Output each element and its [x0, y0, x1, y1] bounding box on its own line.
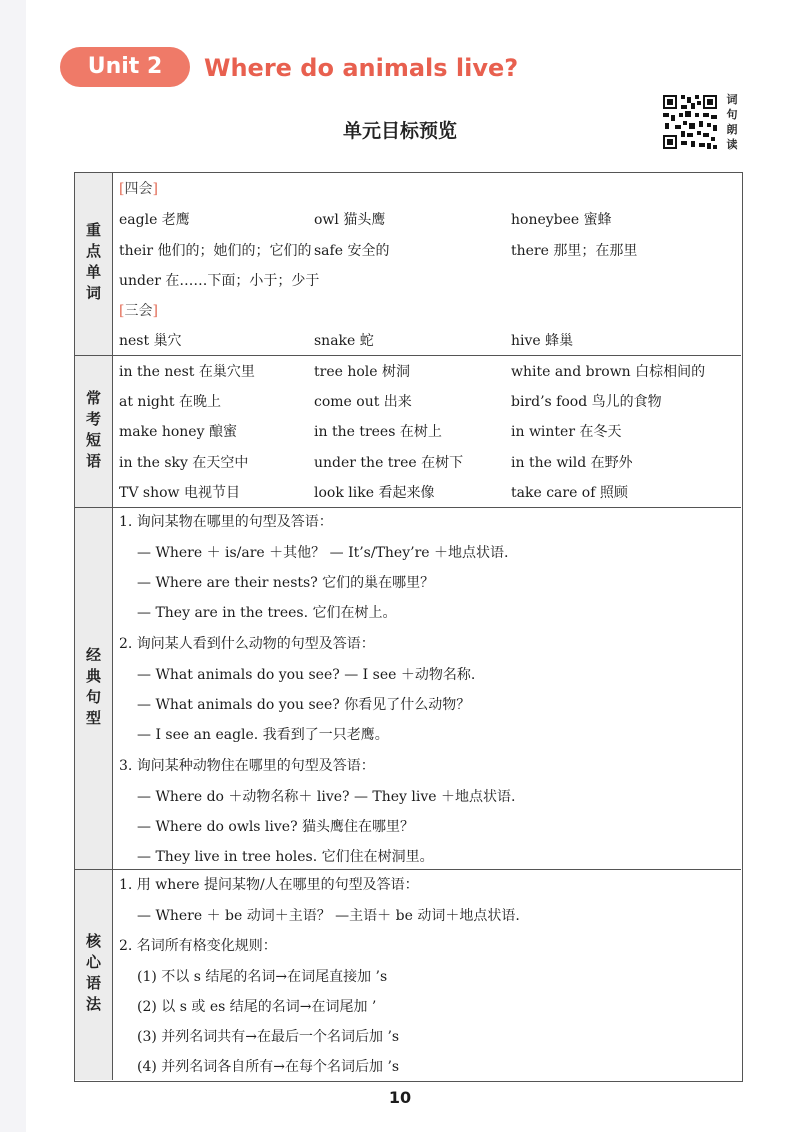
- phrase: in the trees 在树上: [314, 424, 442, 440]
- phrase: TV show 电视节目: [119, 485, 240, 501]
- grammar-heading: 2. 名词所有格变化规则：: [119, 938, 277, 954]
- sentence-line: — Where do ＋动物名称＋ live? — They live ＋地点状语.: [137, 789, 516, 805]
- sentence-heading: 1. 询问某物在哪里的句型及答语：: [119, 514, 333, 530]
- vocab-word: hive 蜂巢: [511, 333, 574, 349]
- sentence-line: — What animals do you see? — I see ＋动物名称.: [137, 667, 476, 683]
- phrase: in the nest 在巢穴里: [119, 364, 255, 380]
- tag-four-skills: [四会]: [119, 181, 158, 197]
- unit-title: Where do animals live?: [204, 54, 519, 82]
- vocab-word: there 那里；在那里: [511, 243, 638, 259]
- vocab-word: under 在……下面；小于；少于: [119, 273, 320, 289]
- phrase: tree hole 树洞: [314, 364, 410, 380]
- sentence-heading: 3. 询问某种动物住在哪里的句型及答语：: [119, 758, 375, 774]
- grammar-heading: 1. 用 where 提问某物/人在哪里的句型及答语：: [119, 877, 419, 893]
- tag-three-skills: [三会]: [119, 303, 158, 319]
- grammar-line: (4) 并列名词各自所有→在每个名词后加 ’s: [137, 1059, 400, 1075]
- phrases-row: [75, 356, 741, 508]
- sentence-line: — Where do owls live? 猫头鹰住在哪里？: [137, 819, 415, 835]
- vocab-word: owl 猫头鹰: [314, 212, 386, 228]
- vocab-row: [75, 173, 741, 356]
- grammar-line: — Where ＋ be 动词＋主语？ —主语＋ be 动词＋地点状语.: [137, 908, 520, 924]
- grammar-row: [75, 870, 741, 1080]
- grammar-line: (1) 不以 s 结尾的名词→在词尾直接加 ’s: [137, 969, 388, 985]
- vocab-word: snake 蛇: [314, 333, 374, 349]
- sentence-line: — What animals do you see? 你看见了什么动物？: [137, 697, 471, 713]
- vocab-word: eagle 老鹰: [119, 212, 190, 228]
- phrase: take care of 照顾: [511, 485, 628, 501]
- phrase: white and brown 白棕相间的: [511, 364, 706, 380]
- page-edge-strip: [0, 0, 26, 1132]
- unit-badge: Unit 2: [60, 47, 190, 87]
- vocab-word: honeybee 蜜蜂: [511, 212, 612, 228]
- sentence-line: — They live in tree holes. 它们住在树洞里。: [137, 849, 434, 865]
- vocab-word: nest 巢穴: [119, 333, 182, 349]
- sentence-line: — They are in the trees. 它们在树上。: [137, 605, 397, 621]
- phrase: come out 出来: [314, 394, 412, 410]
- phrase: make honey 酿蜜: [119, 424, 237, 440]
- category-sentences: 经典句型: [75, 508, 113, 869]
- phrase: in winter 在冬天: [511, 424, 622, 440]
- sentence-heading: 2. 询问某人看到什么动物的句型及答语：: [119, 636, 375, 652]
- phrase: under the tree 在树下: [314, 455, 464, 471]
- unit-goals-table: [74, 172, 743, 1082]
- qr-label: 词句朗读: [726, 93, 738, 151]
- sentence-line: — I see an eagle. 我看到了一只老鹰。: [137, 727, 389, 743]
- category-phrases: 常考短语: [75, 356, 113, 507]
- grammar-line: (3) 并列名词共有→在最后一个名词后加 ’s: [137, 1029, 400, 1045]
- phrase: at night 在晚上: [119, 394, 221, 410]
- phrase: in the wild 在野外: [511, 455, 633, 471]
- sentence-line: — Where are their nests? 它们的巢在哪里？: [137, 575, 435, 591]
- category-vocab: 重点单词: [75, 173, 113, 355]
- phrase: bird’s food 鸟儿的食物: [511, 394, 662, 410]
- vocab-word: safe 安全的: [314, 243, 390, 259]
- phrase: in the sky 在天空中: [119, 455, 249, 471]
- page-number: 10: [388, 1088, 412, 1107]
- category-grammar: 核心语法: [75, 870, 113, 1080]
- phrase: look like 看起来像: [314, 485, 435, 501]
- grammar-line: (2) 以 s 或 es 结尾的名词→在词尾加 ’: [137, 999, 377, 1015]
- sentences-row: [75, 508, 741, 870]
- sentence-line: — Where ＋ is/are ＋其他？ — It’s/They’re ＋地点状语.: [137, 545, 509, 561]
- section-title: 单元目标预览: [342, 120, 457, 142]
- vocab-word: their 他们的；她们的；它们的: [119, 243, 312, 259]
